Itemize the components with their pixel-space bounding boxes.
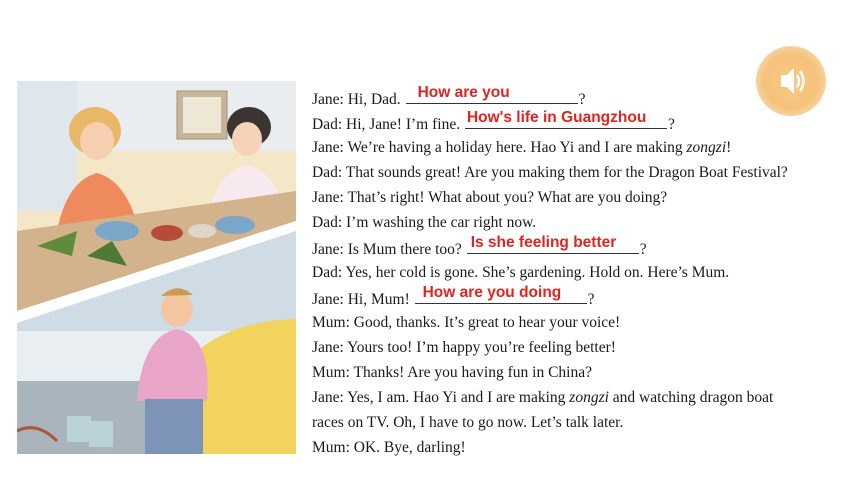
speaker-name: Dad:	[312, 264, 343, 281]
dialogue-line	[312, 109, 832, 139]
speaker-name: Jane:	[312, 241, 344, 258]
line-text: Yes, her cold is gone. She’s gardening. Hold on. Here’s Mum.	[342, 264, 730, 281]
dialogue-line	[312, 189, 832, 214]
filled-answer: How are you	[417, 84, 510, 101]
dialogue-line	[312, 339, 832, 364]
italic-word: zongzi	[569, 389, 609, 406]
speaker-name: Jane:	[312, 91, 344, 108]
speaker-name: Jane:	[312, 139, 344, 156]
dialogue-line	[312, 389, 832, 414]
line-text: Yours too! I’m happy you’re feeling better!	[343, 339, 616, 356]
dialogue-line	[312, 234, 832, 264]
dialogue-line	[312, 364, 832, 389]
speaker-name: Jane:	[312, 291, 344, 308]
speaker-name: Mum:	[312, 439, 350, 456]
speaker-name: Dad:	[312, 214, 343, 231]
dialogue-line-continued	[312, 414, 832, 439]
speaker-name: Mum:	[312, 314, 350, 331]
line-text-end: ?	[667, 116, 675, 133]
speaker-name: Jane:	[312, 389, 344, 406]
italic-word: zongzi	[686, 139, 727, 156]
answer-blank	[406, 84, 578, 104]
answer-blank	[465, 109, 667, 129]
line-text-end: ?	[587, 291, 595, 308]
line-text-end: ?	[639, 241, 647, 258]
line-text: Hi, Dad.	[343, 91, 405, 108]
answer-blank	[467, 234, 639, 254]
speaker-name: Mum:	[312, 364, 350, 381]
filled-answer: Is she feeling better	[470, 234, 617, 251]
dialogue-line	[312, 284, 832, 314]
line-text: Thanks! Are you having fun in China?	[349, 364, 592, 381]
line-text: Hi, Mum!	[343, 291, 414, 308]
line-text: That sounds great! Are you making them for the Dragon Boat Festival?	[342, 164, 788, 181]
dialogue-line	[312, 264, 832, 289]
line-text-end: and watching dragon boat	[608, 389, 774, 406]
line-text: races on TV. Oh, I have to go now. Let’s talk later.	[312, 414, 624, 431]
dialogue-illustration	[17, 81, 296, 454]
line-text-end: ?	[578, 91, 586, 108]
answer-blank	[415, 284, 587, 304]
dialogue-line	[312, 164, 832, 189]
line-text: That’s right! What about you? What are you doing?	[343, 189, 668, 206]
line-text-end: !	[726, 139, 732, 156]
line-text: Hi, Jane! I’m fine.	[342, 116, 464, 133]
line-text: Is Mum there too?	[343, 241, 466, 258]
line-text: OK. Bye, darling!	[349, 439, 466, 456]
dialogue-line	[312, 439, 832, 464]
line-text: Good, thanks. It’s great to hear your voice!	[349, 314, 621, 331]
dialogue-text	[312, 84, 832, 464]
dialogue-line	[312, 314, 832, 339]
line-text: I’m washing the car right now.	[342, 214, 537, 231]
filled-answer: How are you doing	[422, 284, 562, 301]
speaker-name: Jane:	[312, 339, 344, 356]
line-text: Yes, I am. Hao Yi and I are making	[343, 389, 570, 406]
speaker-name: Jane:	[312, 189, 344, 206]
filled-answer: How's life in Guangzhou	[466, 109, 647, 126]
dialogue-line	[312, 139, 832, 164]
line-text: We’re having a holiday here. Hao Yi and I are making	[343, 139, 687, 156]
speaker-name: Dad:	[312, 116, 343, 133]
speaker-name: Dad:	[312, 164, 343, 181]
